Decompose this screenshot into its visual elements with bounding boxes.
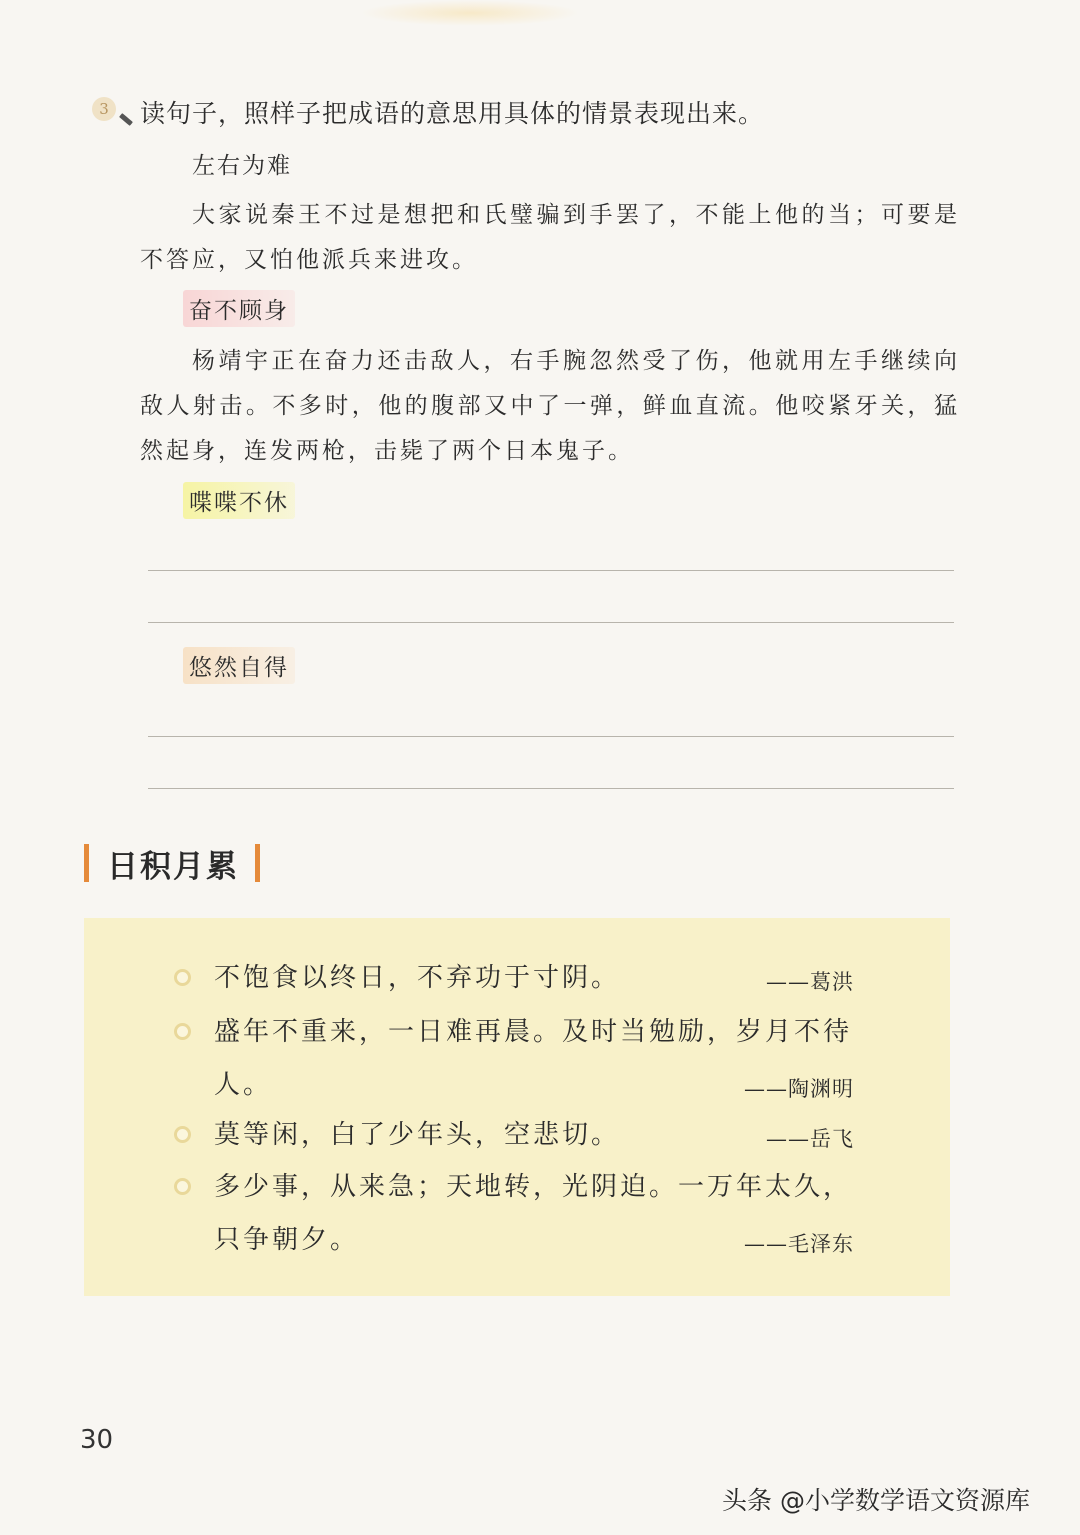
idiom-label: 奋不顾身 [183, 290, 295, 327]
page-number: 30 [80, 1425, 114, 1455]
answer-line[interactable] [148, 736, 954, 737]
answer-line[interactable] [148, 622, 954, 623]
example-paragraph: 大家说秦王不过是想把和氏璧骗到手罢了，不能上他的当；可要是不答应，又怕他派兵来进攻。 [140, 202, 960, 273]
answer-line[interactable] [148, 570, 954, 571]
quote-author: ——葛洪 [766, 970, 854, 994]
section-header [84, 840, 260, 886]
top-decoration [360, 0, 580, 26]
section-title: 日积月累 [107, 848, 239, 885]
quote-author: ——岳飞 [766, 1127, 854, 1151]
circle-bullet-icon [174, 1023, 191, 1040]
circle-bullet-icon [174, 969, 191, 986]
quote-text: 多少事，从来急；天地转，光阴迫。一万年太久，只争朝夕。 [214, 1172, 853, 1255]
quote-author: ——毛泽东 [744, 1232, 854, 1256]
example-paragraph: 杨靖宇正在奋力还击敌人，右手腕忽然受了伤，他就用左手继续向敌人射击。不多时，他的腹部又中了一弹，鲜血直流。他咬紧牙关，猛然起身，连发两枪，击毙了两个日本鬼子。 [140, 348, 960, 464]
circle-bullet-icon [174, 1178, 191, 1195]
quote-text: 莫等闲，白了少年头，空悲切。 [214, 1120, 621, 1150]
exercise-instruction: 读句子，照样子把成语的意思用具体的情景表现出来。 [140, 99, 765, 128]
section-bar-left [84, 844, 89, 882]
quote-text: 不饱食以终日，不弃功于寸阴。 [214, 963, 621, 993]
question-number-badge: 3 [92, 97, 116, 121]
idiom-label: 左右为难 [192, 153, 292, 179]
idiom-label: 悠然自得 [183, 647, 295, 684]
quote-author: ——陶渊明 [744, 1077, 854, 1101]
pencil-icon [119, 113, 133, 126]
quotes-box [84, 918, 950, 1296]
quote-text: 盛年不重来，一日难再晨。及时当勉励，岁月不待人。 [214, 1017, 853, 1100]
watermark: 头条 @小学数学语文资源库 [722, 1486, 1030, 1515]
idiom-label: 喋喋不休 [183, 482, 295, 519]
circle-bullet-icon [174, 1126, 191, 1143]
section-bar-right [255, 844, 260, 882]
answer-line[interactable] [148, 788, 954, 789]
